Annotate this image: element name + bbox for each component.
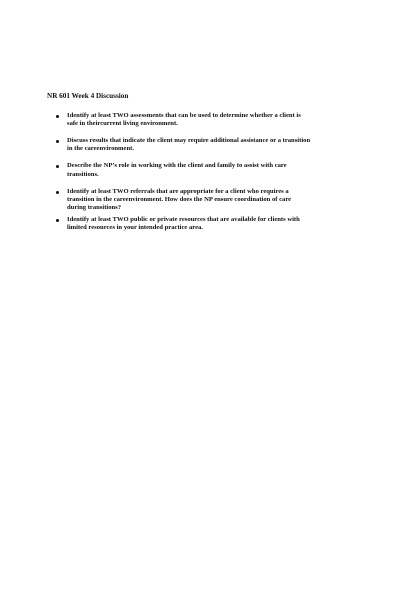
- bullet-text-line: Identify at least TWO public or private resources that are available for clients with: [67, 215, 300, 223]
- bullet-icon: [56, 165, 59, 168]
- bullet-text-line: during transitions?: [67, 204, 122, 212]
- document-title: NR 601 Week 4 Discussion: [47, 92, 129, 100]
- bullet-icon: [56, 115, 59, 118]
- bullet-icon: [56, 219, 59, 222]
- bullet-text-line: Identify at least TWO referrals that are appropriate for a client who requires a: [67, 187, 289, 195]
- bullet-icon: [56, 140, 59, 143]
- list-item: [56, 216, 366, 232]
- discussion-bullet-list: [56, 112, 366, 241]
- bullet-text-line: transitions.: [67, 170, 99, 178]
- bullet-text-line: Describe the NP’s role in working with the client and family to assist with care: [67, 162, 287, 170]
- bullet-text-line: in the careenvironment.: [67, 145, 134, 153]
- list-item: [56, 162, 366, 178]
- bullet-icon: [56, 191, 59, 194]
- bullet-text-line: safe in theircurrent living environment.: [67, 120, 178, 128]
- list-item: [56, 112, 366, 128]
- bullet-text-line: Discuss results that indicate the client may require additional assistance or a transition: [67, 137, 311, 145]
- bullet-text-line: Identify at least TWO assessments that can be used to determine whether a client is: [67, 112, 301, 119]
- bullet-text-line: transition in the careenvironment. How does the NP ensure coordination of care: [67, 195, 292, 203]
- bullet-text-line: limited resources in your intended practice area.: [67, 223, 203, 231]
- list-item: [56, 137, 366, 153]
- list-item: [56, 188, 366, 213]
